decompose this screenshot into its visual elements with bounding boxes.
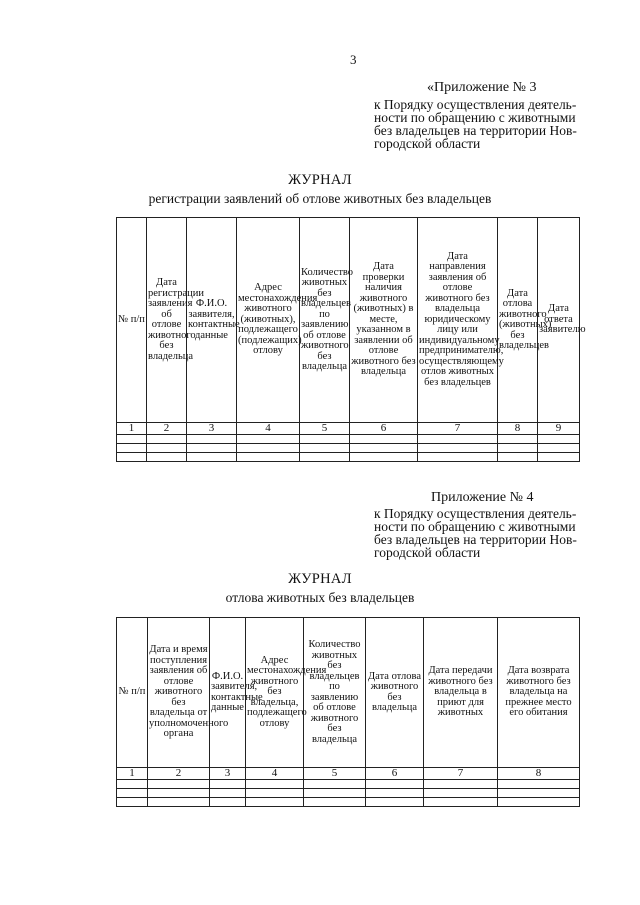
header-cell: Дата регистрации заявления об отлове животного без владельца <box>147 218 187 423</box>
column-number: 2 <box>147 423 187 435</box>
journal4-table <box>116 617 580 807</box>
appendix4-subtitle-line: городской области <box>374 545 481 560</box>
header-cell: Адрес местонахождения животного (животных), подлежащего (подлежащих) отлову <box>237 218 300 423</box>
header-cell: Количество животных без владельцев по заявлению об отлове животного без владельца <box>304 618 366 768</box>
header-cell: Ф.И.О. заявителя, контактные данные <box>210 618 246 768</box>
column-number: 5 <box>300 423 350 435</box>
appendix3-subtitle-line: городской области <box>374 136 481 151</box>
header-cell: Дата проверки наличия животного (животных) в месте, указанном в заявлении об отлове животного без владельца <box>350 218 418 423</box>
table-row <box>117 435 580 444</box>
appendix4-subtitle-line: к Порядку осуществления деятель- <box>374 506 577 521</box>
header-cell: Дата и время поступления заявления об отлове животного без владельца от уполномоченного органа <box>148 618 210 768</box>
header-cell: Дата возврата животного без владельца на прежнее место его обитания <box>498 618 580 768</box>
table-row <box>117 798 580 807</box>
column-number: 8 <box>498 768 580 780</box>
appendix3-subtitle-line: ности по обращению с животными <box>374 110 576 125</box>
header-cell: Дата отлова животного без владельца <box>366 618 424 768</box>
table-row <box>117 780 580 789</box>
column-number: 7 <box>418 423 498 435</box>
header-cell: Дата направления заявления об отлове животного без владельца юридическому лицу или индивидуальному предпринимателю, осуществляющему отлов животных без владельцев <box>418 218 498 423</box>
header-cell: № п/п <box>117 618 148 768</box>
column-number: 1 <box>117 423 147 435</box>
column-number: 3 <box>210 768 246 780</box>
appendix4-title: Приложение № 4 <box>431 490 534 505</box>
appendix3-subtitle-line: без владельцев на территории Нов- <box>374 123 577 138</box>
table-row <box>117 444 580 453</box>
appendix3-subtitle-line: к Порядку осуществления деятель- <box>374 97 577 112</box>
table-row <box>117 453 580 462</box>
column-number: 1 <box>117 768 148 780</box>
header-cell: Дата передачи животного без владельца в приют для животных <box>424 618 498 768</box>
column-number: 7 <box>424 768 498 780</box>
journal4-title: ЖУРНАЛ <box>288 571 352 587</box>
table-row <box>117 789 580 798</box>
column-number: 6 <box>350 423 418 435</box>
appendix4-subtitle-line: ности по обращению с животными <box>374 519 576 534</box>
page-number: 3 <box>350 52 357 67</box>
column-number: 5 <box>304 768 366 780</box>
column-number: 2 <box>148 768 210 780</box>
header-cell: № п/п <box>117 218 147 423</box>
appendix4-subtitle-line: без владельцев на территории Нов- <box>374 532 577 547</box>
header-cell: Адрес местонахождения животного без владельца, подлежащего отлову <box>246 618 304 768</box>
column-number: 9 <box>538 423 580 435</box>
column-number: 4 <box>237 423 300 435</box>
header-cell: Количество животных без владельцев по заявлению об отлове животного без владельца <box>300 218 350 423</box>
journal3-subtitle: регистрации заявлений об отлове животных без владельцев <box>148 191 492 206</box>
header-cell: Дата отлова животного (животных) без владельцев <box>498 218 538 423</box>
column-number: 3 <box>187 423 237 435</box>
header-cell: Ф.И.О. заявителя, контактные данные <box>187 218 237 423</box>
column-number: 8 <box>498 423 538 435</box>
header-cell: Дата ответа заявителю <box>538 218 580 423</box>
journal3-table <box>116 217 586 462</box>
journal4-subtitle: отлова животных без владельцев <box>225 590 415 605</box>
column-number: 6 <box>366 768 424 780</box>
column-number: 4 <box>246 768 304 780</box>
journal3-title: ЖУРНАЛ <box>288 172 352 188</box>
appendix3-title: «Приложение № 3 <box>427 80 537 95</box>
